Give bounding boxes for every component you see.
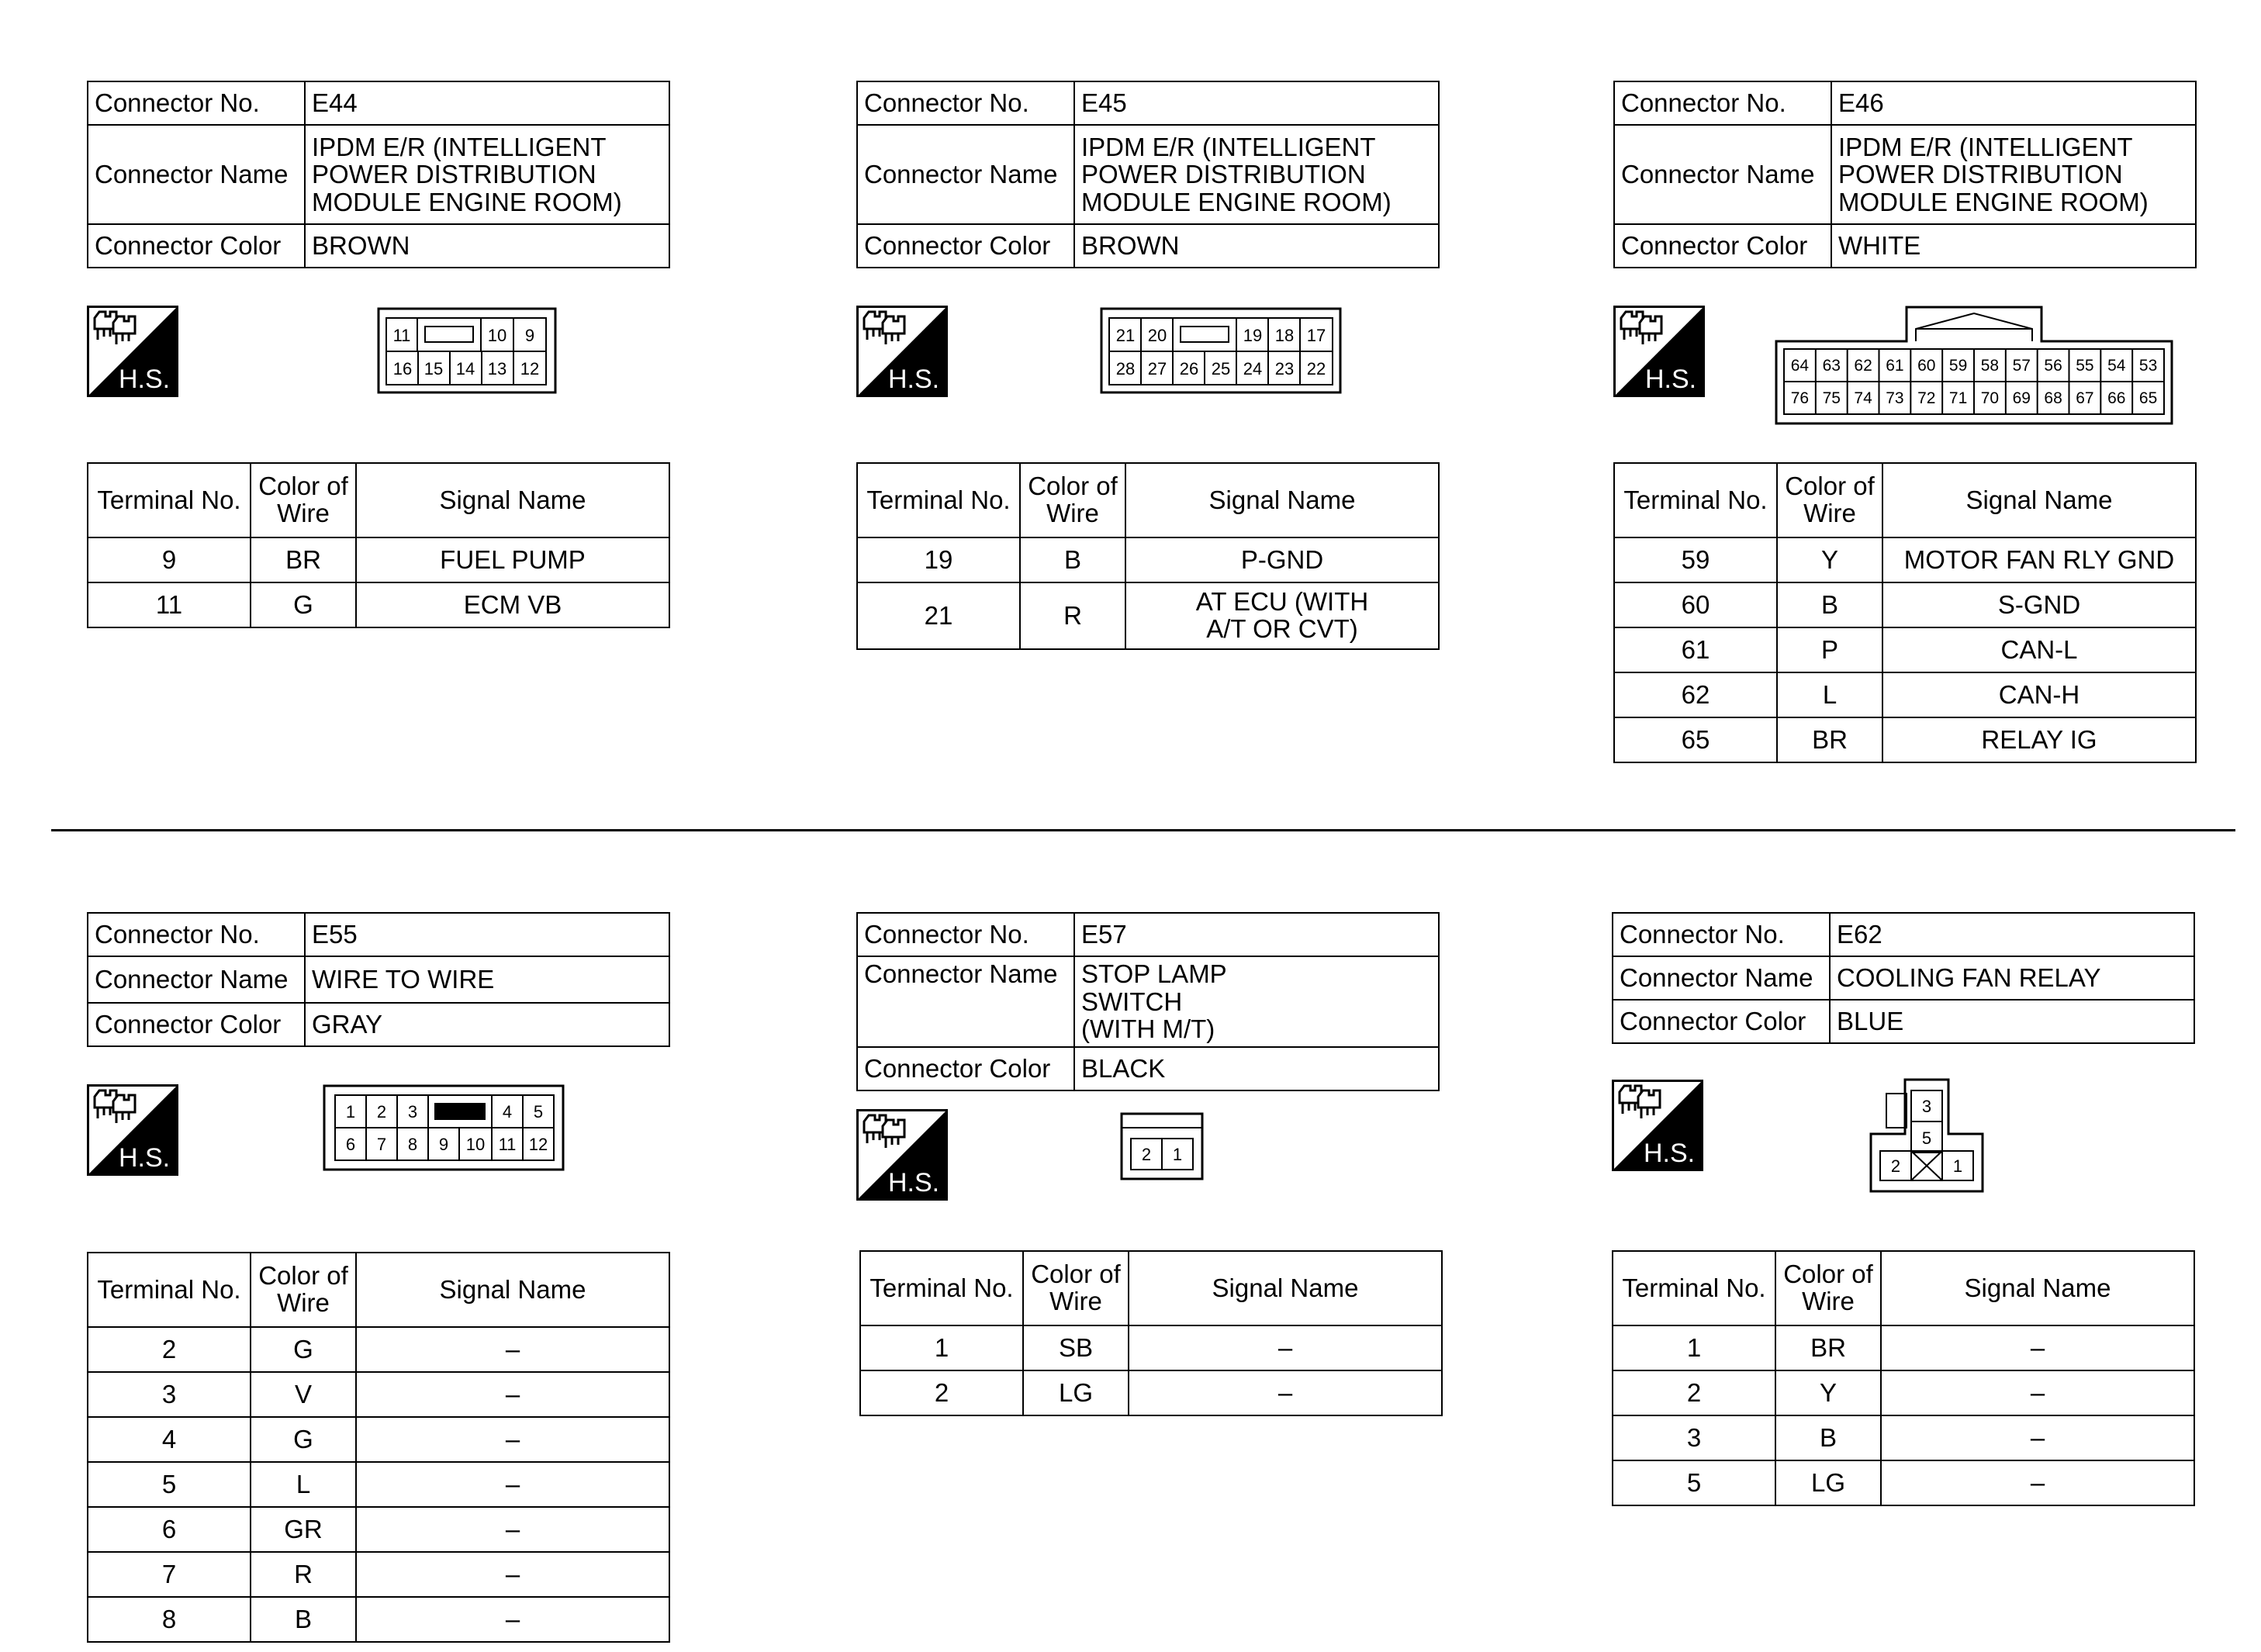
pin-label: 70	[1980, 389, 2000, 407]
pin-label: 66	[2107, 389, 2126, 407]
pin-label: 11	[498, 1135, 517, 1154]
terminal-table	[87, 1252, 670, 1643]
terminal-no-header: Terminal No.	[1613, 1251, 1775, 1325]
harness-side-icon	[87, 1084, 178, 1176]
connector-no-value: E46	[1831, 81, 2196, 125]
signal-name-cell: FUEL PUMP	[356, 537, 669, 582]
terminal-no-cell: 6	[88, 1507, 251, 1552]
pin-label: 8	[407, 1135, 418, 1154]
connector-panel-e55	[87, 912, 676, 1633]
table-row	[88, 1597, 669, 1642]
terminal-table	[856, 462, 1440, 650]
terminal-no-cell: 4	[88, 1417, 251, 1462]
terminal-table	[87, 462, 670, 628]
pin-label: 26	[1179, 359, 1199, 378]
terminal-no-header: Terminal No.	[88, 1253, 251, 1327]
pin-label: 1	[1952, 1156, 1963, 1176]
terminal-table	[859, 1250, 1443, 1416]
signal-name-cell: –	[1881, 1415, 2194, 1460]
terminal-no-cell: 21	[857, 582, 1020, 649]
pin-label: 25	[1211, 359, 1231, 378]
wire-color-cell: V	[251, 1372, 356, 1417]
pin-label: 54	[2107, 357, 2126, 375]
wire-color-cell: R	[1020, 582, 1125, 649]
pin-label: 13	[487, 359, 507, 378]
table-row	[860, 1325, 1442, 1370]
table-row	[1614, 582, 2196, 627]
pin-label: 74	[1854, 389, 1872, 407]
wire-color-cell: G	[251, 582, 356, 627]
table-row	[88, 1552, 669, 1597]
color-of-wire-header: Color of Wire	[251, 463, 356, 537]
connector-color-label: Connector Color	[857, 1047, 1074, 1090]
pin-label: 10	[487, 326, 507, 345]
terminal-table	[1613, 462, 2197, 763]
connector-no-label: Connector No.	[1613, 913, 1830, 956]
table-row	[1613, 1370, 2194, 1415]
terminal-no-cell: 1	[860, 1325, 1023, 1370]
color-of-wire-header: Color of Wire	[1023, 1251, 1129, 1325]
wire-color-cell: BR	[1777, 717, 1882, 762]
signal-name-cell: –	[356, 1462, 669, 1507]
table-row	[88, 1417, 669, 1462]
connector-face-e55	[323, 1084, 565, 1171]
pin-label: 59	[1948, 357, 1968, 375]
harness-side-icon	[87, 306, 178, 397]
table-row	[1614, 627, 2196, 672]
wire-color-cell: BR	[251, 537, 356, 582]
terminal-no-cell: 7	[88, 1552, 251, 1597]
color-of-wire-header: Color of Wire	[1020, 463, 1125, 537]
connector-info-table	[856, 912, 1440, 1091]
connector-name-value: IPDM E/R (INTELLIGENT POWER DISTRIBUTION MODULE ENGINE ROOM)	[305, 125, 669, 224]
signal-name-cell: CAN-L	[1882, 627, 2196, 672]
signal-name-header: Signal Name	[356, 1253, 669, 1327]
terminal-no-cell: 19	[857, 537, 1020, 582]
signal-name-cell: –	[1129, 1370, 1442, 1415]
table-row	[88, 1507, 669, 1552]
terminal-no-cell: 8	[88, 1597, 251, 1642]
table-row	[88, 537, 669, 582]
pin-label: 2	[1890, 1156, 1901, 1176]
terminal-no-header: Terminal No.	[88, 463, 251, 537]
signal-name-cell: –	[356, 1552, 669, 1597]
connector-color-label: Connector Color	[1614, 224, 1831, 268]
pin-label: 60	[1917, 357, 1936, 375]
connector-name-label: Connector Name	[1613, 956, 1830, 1000]
pin-label: 72	[1917, 389, 1936, 407]
connector-no-value: E55	[305, 913, 669, 956]
table-row	[88, 1327, 669, 1372]
pin-label: 73	[1886, 389, 1904, 407]
signal-name-header: Signal Name	[1129, 1251, 1442, 1325]
wire-color-cell: L	[251, 1462, 356, 1507]
wire-color-cell: SB	[1023, 1325, 1129, 1370]
pin-label: 71	[1948, 389, 1968, 407]
signal-name-cell: AT ECU (WITH A/T OR CVT)	[1125, 582, 1439, 649]
pin-label: 67	[2076, 389, 2094, 407]
connector-no-label: Connector No.	[1614, 81, 1831, 125]
pin-label: 1	[1172, 1145, 1183, 1164]
connector-no-label: Connector No.	[88, 913, 305, 956]
table-row	[1613, 1325, 2194, 1370]
pin-label: 57	[2012, 357, 2031, 375]
terminal-no-cell: 2	[1613, 1370, 1775, 1415]
signal-name-header: Signal Name	[1882, 463, 2196, 537]
pin-label: 20	[1147, 326, 1167, 345]
connector-name-value: IPDM E/R (INTELLIGENT POWER DISTRIBUTION MODULE ENGINE ROOM)	[1074, 125, 1439, 224]
pin-label: 23	[1274, 359, 1295, 378]
connector-name-label: Connector Name	[857, 125, 1074, 224]
signal-name-cell: –	[1881, 1325, 2194, 1370]
connector-panel-e46	[1613, 81, 2203, 754]
connector-color-label: Connector Color	[1613, 1000, 1830, 1043]
connector-info-table	[1613, 81, 2197, 268]
signal-name-header: Signal Name	[1125, 463, 1439, 537]
table-row	[1613, 1415, 2194, 1460]
connector-no-value: E57	[1074, 913, 1439, 956]
connector-face-e57	[1120, 1112, 1204, 1180]
terminal-no-cell: 62	[1614, 672, 1777, 717]
terminal-no-header: Terminal No.	[860, 1251, 1023, 1325]
table-row	[1614, 672, 2196, 717]
pin-label: 21	[1115, 326, 1136, 345]
wire-color-cell: G	[251, 1327, 356, 1372]
pin-label: 76	[1790, 389, 1810, 407]
signal-name-cell: –	[1881, 1370, 2194, 1415]
table-row	[857, 582, 1439, 649]
pin-label: 12	[528, 1135, 548, 1154]
pin-label: 11	[392, 326, 411, 345]
connector-color-value: BROWN	[1074, 224, 1439, 268]
wire-color-cell: GR	[251, 1507, 356, 1552]
terminal-no-cell: 3	[1613, 1415, 1775, 1460]
connector-name-value: IPDM E/R (INTELLIGENT POWER DISTRIBUTION MODULE ENGINE ROOM)	[1831, 125, 2196, 224]
wire-color-cell: B	[1020, 537, 1125, 582]
signal-name-cell: CAN-H	[1882, 672, 2196, 717]
connector-name-label: Connector Name	[857, 956, 1074, 1047]
table-row	[1614, 717, 2196, 762]
wire-color-cell: LG	[1023, 1370, 1129, 1415]
pin-label: 17	[1306, 326, 1326, 345]
connector-no-value: E62	[1830, 913, 2194, 956]
signal-name-cell: –	[1129, 1325, 1442, 1370]
connector-color-value: BLUE	[1830, 1000, 2194, 1043]
connector-info-table	[1612, 912, 2195, 1044]
pin-label: 3	[407, 1102, 418, 1121]
pin-label: 58	[1980, 357, 2000, 375]
connector-face-e62	[1868, 1078, 1986, 1194]
terminal-no-cell: 60	[1614, 582, 1777, 627]
terminal-no-cell: 11	[88, 582, 251, 627]
pin-label: 1	[345, 1102, 356, 1121]
pin-label: 9	[438, 1135, 449, 1154]
connector-no-label: Connector No.	[857, 913, 1074, 956]
connector-info-table	[87, 81, 670, 268]
wire-color-cell: Y	[1775, 1370, 1881, 1415]
wire-color-cell: BR	[1775, 1325, 1881, 1370]
pin-label: 24	[1243, 359, 1263, 378]
signal-name-cell: P-GND	[1125, 537, 1439, 582]
connector-color-label: Connector Color	[88, 1003, 305, 1046]
connector-name-label: Connector Name	[88, 125, 305, 224]
pin-label: 28	[1115, 359, 1136, 378]
harness-side-icon	[856, 1109, 948, 1201]
table-row	[88, 582, 669, 627]
wire-color-cell: B	[251, 1597, 356, 1642]
signal-name-cell: ECM VB	[356, 582, 669, 627]
connector-no-label: Connector No.	[88, 81, 305, 125]
color-of-wire-header: Color of Wire	[1777, 463, 1882, 537]
terminal-no-cell: 59	[1614, 537, 1777, 582]
pin-label: 19	[1243, 326, 1263, 345]
terminal-no-cell: 5	[88, 1462, 251, 1507]
signal-name-cell: MOTOR FAN RLY GND	[1882, 537, 2196, 582]
connector-color-value: BLACK	[1074, 1047, 1439, 1090]
connector-no-value: E45	[1074, 81, 1439, 125]
terminal-no-cell: 9	[88, 537, 251, 582]
terminal-no-cell: 1	[1613, 1325, 1775, 1370]
connector-face-e45	[1100, 307, 1342, 394]
connector-color-label: Connector Color	[857, 224, 1074, 268]
connector-color-value: GRAY	[305, 1003, 669, 1046]
connector-name-value: STOP LAMP SWITCH (WITH M/T)	[1074, 956, 1439, 1047]
connector-name-label: Connector Name	[1614, 125, 1831, 224]
pin-label: 6	[345, 1135, 356, 1154]
wire-color-cell: B	[1777, 582, 1882, 627]
connector-no-label: Connector No.	[857, 81, 1074, 125]
pin-label: 3	[1921, 1097, 1932, 1116]
pin-label: 14	[455, 359, 475, 378]
connector-face-e46	[1775, 306, 2173, 425]
pin-label: 55	[2076, 357, 2094, 375]
pin-label: 22	[1306, 359, 1326, 378]
pin-label: 62	[1854, 357, 1872, 375]
section-divider	[51, 829, 2235, 831]
table-row	[860, 1370, 1442, 1415]
connector-color-value: WHITE	[1831, 224, 2196, 268]
connector-name-label: Connector Name	[88, 956, 305, 1003]
connector-face-e44	[377, 307, 557, 394]
pin-label: 10	[465, 1135, 486, 1154]
wire-color-cell: R	[251, 1552, 356, 1597]
pin-label: 65	[2138, 389, 2158, 407]
color-of-wire-header: Color of Wire	[1775, 1251, 1881, 1325]
connector-info-table	[87, 912, 670, 1047]
connector-info-table	[856, 81, 1440, 268]
signal-name-cell: –	[356, 1597, 669, 1642]
pin-label: 18	[1274, 326, 1295, 345]
terminal-no-cell: 2	[860, 1370, 1023, 1415]
signal-name-cell: –	[356, 1507, 669, 1552]
color-of-wire-header: Color of Wire	[251, 1253, 356, 1327]
signal-name-cell: –	[356, 1372, 669, 1417]
connector-panel-e45	[856, 81, 1446, 643]
table-row	[88, 1462, 669, 1507]
pin-label: 4	[502, 1102, 513, 1121]
harness-side-icon	[1612, 1080, 1703, 1171]
connector-no-value: E44	[305, 81, 669, 125]
pin-label: 53	[2138, 357, 2158, 375]
pin-label: 16	[392, 359, 413, 378]
harness-side-icon	[856, 306, 948, 397]
signal-name-header: Signal Name	[356, 463, 669, 537]
wire-color-cell: P	[1777, 627, 1882, 672]
terminal-no-cell: 5	[1613, 1460, 1775, 1505]
connector-name-value: COOLING FAN RELAY	[1830, 956, 2194, 1000]
connector-panel-e62	[1612, 912, 2201, 1497]
signal-name-cell: S-GND	[1882, 582, 2196, 627]
wire-color-cell: LG	[1775, 1460, 1881, 1505]
pin-label: 5	[533, 1102, 544, 1121]
table-row	[1613, 1460, 2194, 1505]
pin-label: 64	[1790, 357, 1810, 375]
table-row	[88, 1372, 669, 1417]
pin-label: 56	[2044, 357, 2062, 375]
harness-side-icon	[1613, 306, 1705, 397]
terminal-no-header: Terminal No.	[857, 463, 1020, 537]
pin-label: 5	[1921, 1128, 1932, 1148]
pin-label: 27	[1147, 359, 1167, 378]
terminal-no-cell: 3	[88, 1372, 251, 1417]
connector-panel-e44	[87, 81, 676, 619]
pin-label: 68	[2044, 389, 2062, 407]
pin-label: 61	[1886, 357, 1904, 375]
terminal-no-cell: 2	[88, 1327, 251, 1372]
signal-name-header: Signal Name	[1881, 1251, 2194, 1325]
pin-label: 2	[1141, 1145, 1152, 1164]
signal-name-cell: –	[1881, 1460, 2194, 1505]
signal-name-cell: –	[356, 1327, 669, 1372]
terminal-no-cell: 61	[1614, 627, 1777, 672]
wire-color-cell: B	[1775, 1415, 1881, 1460]
terminal-table	[1612, 1250, 2195, 1506]
terminal-no-cell: 65	[1614, 717, 1777, 762]
pin-label: 15	[424, 359, 444, 378]
pin-label: 12	[520, 359, 540, 378]
connector-color-value: BROWN	[305, 224, 669, 268]
pin-label: 75	[1822, 389, 1841, 407]
connector-panel-e57	[856, 912, 1446, 1407]
table-row	[857, 537, 1439, 582]
connector-name-value: WIRE TO WIRE	[305, 956, 669, 1003]
wire-color-cell: G	[251, 1417, 356, 1462]
table-row	[1614, 537, 2196, 582]
signal-name-cell: RELAY IG	[1882, 717, 2196, 762]
pin-label: 63	[1822, 357, 1841, 375]
wire-color-cell: L	[1777, 672, 1882, 717]
wire-color-cell: Y	[1777, 537, 1882, 582]
pin-label: 69	[2012, 389, 2031, 407]
terminal-no-header: Terminal No.	[1614, 463, 1777, 537]
signal-name-cell: –	[356, 1417, 669, 1462]
pin-label: 7	[376, 1135, 387, 1154]
connector-color-label: Connector Color	[88, 224, 305, 268]
pin-label: 2	[376, 1102, 387, 1121]
pin-label: 9	[524, 326, 535, 345]
